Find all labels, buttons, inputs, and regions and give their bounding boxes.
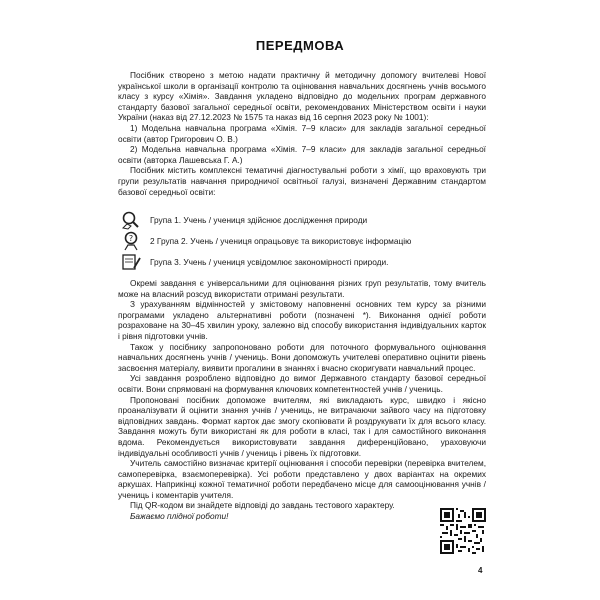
- group-row-3: [118, 252, 388, 272]
- writing-hand-icon: [118, 252, 144, 272]
- body-paragraph-5: Окремі завдання є універсальними для оцінювання різних груп результатів, тому вчитель може на власний розсуд використати отримані результати.: [118, 278, 486, 299]
- group-row-1: [118, 210, 367, 230]
- body-paragraph-7: Також у посібнику запропоновано роботи для поточного формувального оцінювання навчальних досягнень учнів / учениць. Вони допоможуть учителеві оперативно оцінити рівень засвоєння матеріалу, виявити прогалини в знаннях і вчасно скоригувати навчальний процес.: [118, 341, 486, 373]
- magnifier-hand-icon: [118, 210, 144, 230]
- group-label-2: 2 Група 2. Учень / учениця опрацьовує та використовує інформацію: [150, 236, 412, 246]
- group-row-2: [118, 231, 411, 251]
- qr-code-icon[interactable]: [440, 508, 486, 554]
- group-label-1: Група 1. Учень / учениця здійснює дослідження природи: [150, 215, 368, 225]
- body-paragraph-11: Під QR-кодом ви знайдете відповіді до завдань тестового характеру.: [130, 500, 395, 511]
- question-hand-icon: [118, 231, 144, 251]
- page-number: 4: [478, 566, 483, 575]
- body-paragraph-9: Пропоновані посібник допоможе вчителям, які викладають курс, швидко і якісно проаналізувати й оцінити знання учнів / учениць, не витрачаючи зайвого часу на підготовку відповідних завдань. Формат карток дає змогу скопіювати й роздрукувати їх для всього класу. Завдання можуть бути використані як для роботи в класі, так і для самостійного виконання вдома. Рекомендується використовувати завдання диференційовано, ураховуючи індивідуальні особливості учнів / учениць і рівень їх підготовки.: [118, 394, 486, 458]
- intro-paragraph-3: 2) Модельна навчальна програма «Хімія. 7–9 класи» для закладів загальної середньої освіти (авторка Лашевська Г. А.): [118, 144, 486, 165]
- body-paragraph-8: Усі завдання розроблено відповідно до вимог Державного стандарту базової середньої освіти. Вони спрямовані на формування ключових компетентностей учнів / учениць.: [118, 373, 486, 394]
- intro-section: [118, 70, 486, 197]
- intro-paragraph-4: Посібник містить комплексні тематичні діагностувальні роботи з хімії, що враховують три групи результатів навчання природничої освітньої галузі, визначені Державним стандартом базової середньої освіти:: [118, 165, 486, 197]
- intro-paragraph-2: 1) Модельна навчальна програма «Хімія. 7–9 класи» для закладів загальної середньої освіти (автор Григорович О. В.): [118, 122, 486, 144]
- page-title: ПЕРЕДМОВА: [255, 38, 345, 53]
- group-label-3: Група 3. Учень / учениця усвідомлює закономірності природи.: [150, 257, 389, 267]
- body-paragraph-6: З урахуванням відмінностей у змістовому наповненні основних тем курсу за різними програмами укладено альтернативні роботи (позначені *). Виконання однієї роботи розраховане на 30–45 хвилин уроку, залежно від способу використання індивідуальних карток і рівня підготовки учнів.: [118, 299, 486, 341]
- intro-paragraph-1: Посібник створено з метою надати практичну й методичну допомогу вчителеві Нової української школи в організації контролю та оцінювання навчальних досягнень учнів восьмого класу з курсу «Хімія». Завдання укладено відповідно до модельних програм державного стандарту базової загальної середньої освіти, рекомендованих Міністерством освіти і науки України (наказ від 27.12.2023 № 1575 та наказ від 16 серпня 2023 року № 1001):: [118, 70, 486, 123]
- body-paragraph-10: Учитель самостійно визначає критерії оцінювання і способи перевірки (перевірка вчителем, самоперевірка, взаємоперевірка). Усі роботи представлено у двох варіантах на окремих аркушах. Наприкінці кожної тематичної роботи передбачено місце для самооцінювання учнів / учениць і коментарів учителя.: [118, 458, 486, 500]
- body-section: [118, 278, 486, 522]
- svg-text:?: ?: [128, 234, 134, 243]
- closing-wish: Бажаємо плідної роботи!: [130, 511, 229, 522]
